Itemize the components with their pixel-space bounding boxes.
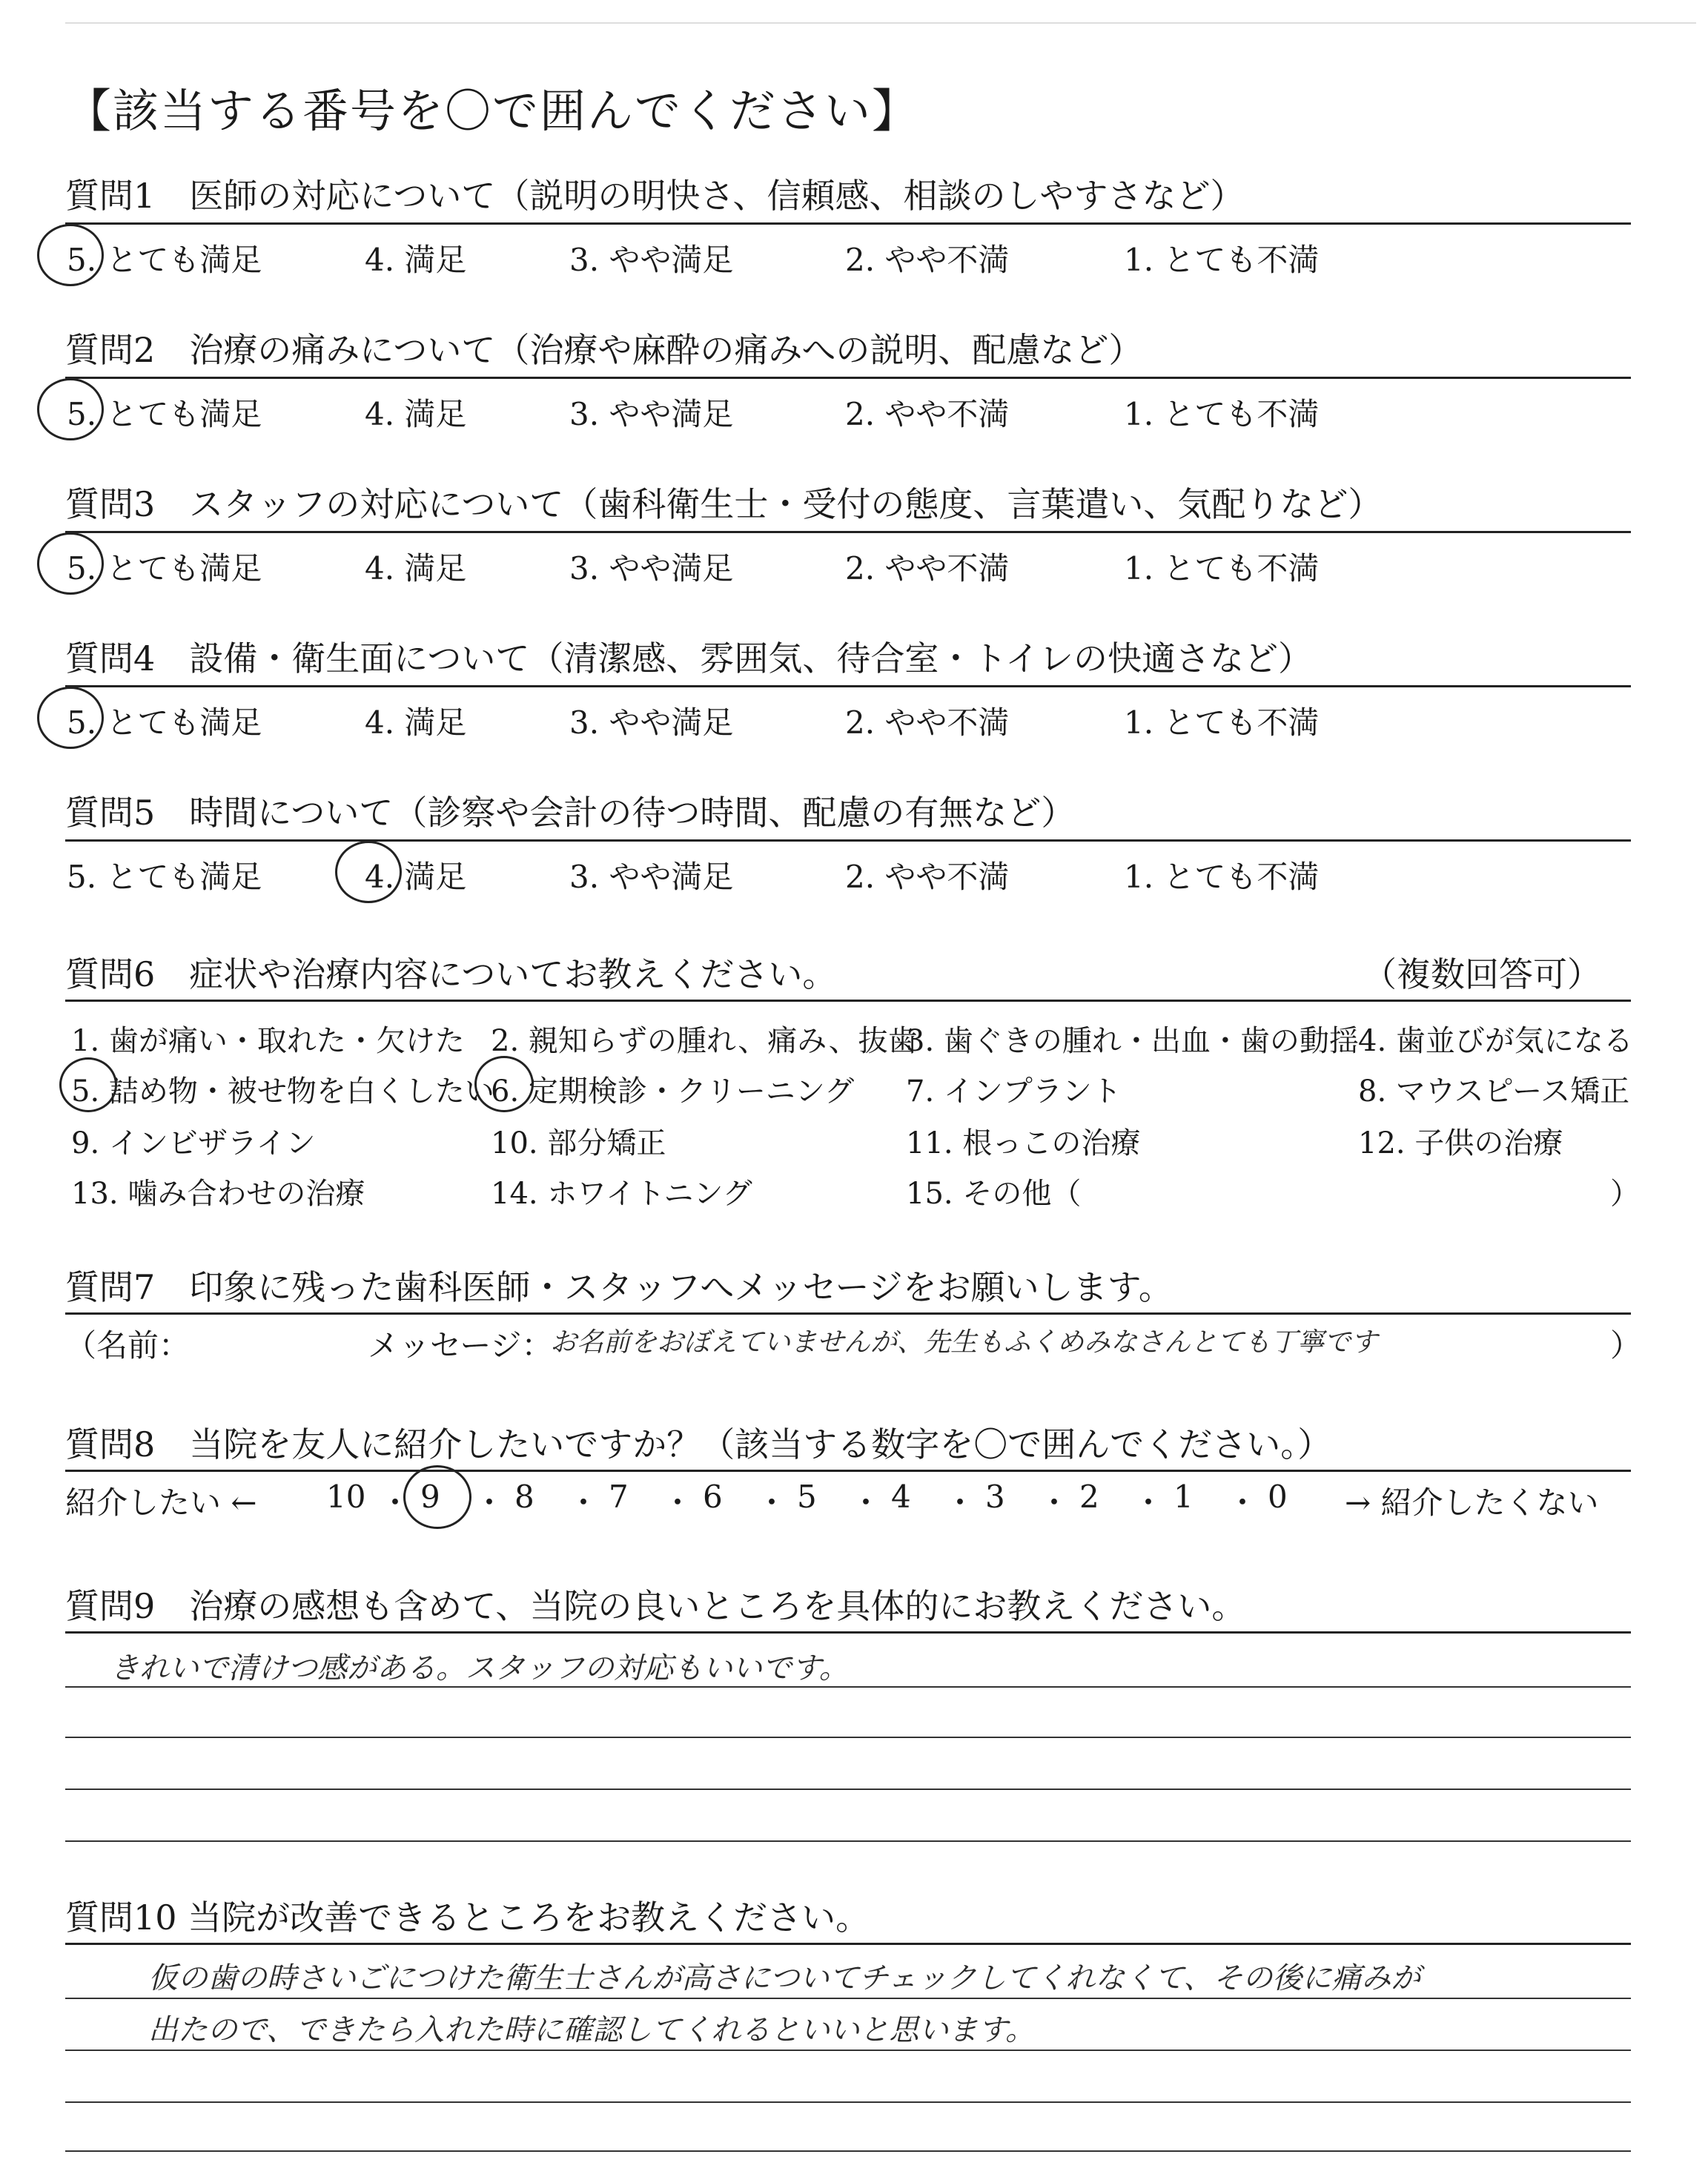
q7-close-paren: ）: [1610, 1327, 1642, 1364]
scan-edge-line: [65, 22, 1696, 24]
q10-writing-line: [65, 2150, 1631, 2152]
q5-option-5[interactable]: 5. とても満足: [67, 859, 262, 895]
q6-option-1[interactable]: 1. 歯が痛い・取れた・欠けた: [71, 1024, 465, 1058]
q6-selection-circle-6: [474, 1056, 534, 1112]
q6-option-12[interactable]: 12. 子供の治療: [1358, 1126, 1563, 1160]
q9-writing-line: [65, 1840, 1631, 1842]
q1-selection-circle: [37, 224, 104, 286]
q9-answer-line-1[interactable]: きれいで清けつ感がある。スタッフの対応もいいです。: [110, 1651, 849, 1685]
q7-rule: [65, 1312, 1631, 1315]
q3-option-3[interactable]: 3. やや満足: [569, 550, 734, 587]
q6-heading: 質問6 症状や治療内容についてお教えください。: [65, 954, 837, 994]
q3-selection-circle: [37, 532, 104, 595]
q8-scale-separator: ・: [380, 1484, 411, 1521]
q1-option-5[interactable]: 5. とても満足: [67, 242, 262, 278]
q6-note: （複数回答可）: [1363, 954, 1601, 994]
q4-heading: 質問4 設備・衛生面について（清潔感、雰囲気、待合室・トイレの快適さなど）: [65, 638, 1313, 678]
q8-scale-separator: ・: [756, 1484, 788, 1521]
q1-heading: 質問1 医師の対応について（説明の明快さ、信頼感、相談のしやすさなど）: [65, 176, 1245, 216]
q1-option-1[interactable]: 1. とても不満: [1124, 242, 1320, 278]
q4-option-5[interactable]: 5. とても満足: [67, 704, 262, 741]
q5-selection-circle: [335, 841, 402, 903]
q6-option-6[interactable]: 6. 定期検診・クリーニング: [491, 1074, 855, 1109]
q6-selection-circle-5: [59, 1057, 117, 1112]
q8-scale-3[interactable]: 3: [985, 1479, 1005, 1515]
q10-rule: [65, 1943, 1631, 1945]
q8-scale-10[interactable]: 10: [326, 1479, 366, 1515]
q8-scale-8[interactable]: 8: [514, 1479, 534, 1515]
q6-option-2[interactable]: 2. 親知らずの腫れ、痛み、抜歯: [491, 1024, 918, 1058]
q8-heading: 質問8 当院を友人に紹介したいですか？（該当する数字を〇で囲んでください。）: [65, 1424, 1332, 1464]
page-title: 【該当する番号を〇で囲んでください】: [65, 84, 920, 138]
q3-option-1[interactable]: 1. とても不満: [1124, 550, 1320, 587]
q3-option-5[interactable]: 5. とても満足: [67, 550, 262, 587]
q8-scale-separator: ・: [1039, 1484, 1070, 1521]
q8-scale-6[interactable]: 6: [703, 1479, 723, 1515]
q8-left-label: 紹介したい ←: [65, 1484, 257, 1521]
q10-writing-line: [65, 2101, 1631, 2103]
q4-option-3[interactable]: 3. やや満足: [569, 704, 734, 741]
q8-right-label: → 紹介したくない: [1345, 1484, 1599, 1521]
q4-option-4[interactable]: 4. 満足: [365, 704, 467, 741]
q8-scale-4[interactable]: 4: [891, 1479, 911, 1515]
q10-writing-line: [65, 2050, 1631, 2051]
q2-selection-circle: [37, 378, 104, 440]
q7-heading: 質問7 印象に残った歯科医師・スタッフへメッセージをお願いします。: [65, 1267, 1173, 1307]
q5-heading: 質問5 時間について（診察や会計の待つ時間、配慮の有無など）: [65, 793, 1076, 833]
q9-heading: 質問9 治療の感想も含めて、当院の良いところを具体的にお教えください。: [65, 1586, 1246, 1626]
q6-option-8[interactable]: 8. マウスピース矯正: [1358, 1074, 1630, 1109]
q4-option-2[interactable]: 2. やや不満: [845, 704, 1010, 741]
q8-selection-circle: [403, 1465, 471, 1529]
q6-option-13[interactable]: 13. 噛み合わせの治療: [71, 1177, 365, 1211]
q8-rule: [65, 1470, 1631, 1472]
q6-other-close-paren: ）: [1610, 1177, 1640, 1211]
q6-option-4[interactable]: 4. 歯並びが気になる: [1358, 1024, 1633, 1058]
q6-option-11[interactable]: 11. 根っこの治療: [906, 1126, 1141, 1160]
q4-selection-circle: [37, 687, 104, 749]
q6-option-3[interactable]: 3. 歯ぐきの腫れ・出血・歯の動揺: [906, 1024, 1359, 1058]
q6-option-14[interactable]: 14. ホワイトニング: [491, 1177, 752, 1211]
q2-option-1[interactable]: 1. とても不満: [1124, 396, 1320, 432]
q6-option-9[interactable]: 9. インビザライン: [71, 1126, 316, 1160]
q6-option-7[interactable]: 7. インプラント: [906, 1074, 1122, 1109]
q8-scale-separator: ・: [474, 1484, 506, 1521]
q4-option-1[interactable]: 1. とても不満: [1124, 704, 1320, 741]
q1-option-4[interactable]: 4. 満足: [365, 242, 467, 278]
q8-scale-9[interactable]: 9: [420, 1479, 440, 1515]
q2-option-4[interactable]: 4. 満足: [365, 396, 467, 432]
q2-heading: 質問2 治療の痛みについて（治療や麻酔の痛みへの説明、配慮など）: [65, 330, 1143, 370]
q8-scale-0[interactable]: 0: [1268, 1479, 1288, 1515]
q7-name-label: （名前：: [65, 1327, 191, 1364]
q1-rule: [65, 222, 1631, 225]
q10-writing-line: [65, 1998, 1631, 1999]
q2-option-5[interactable]: 5. とても満足: [67, 396, 262, 432]
q5-option-1[interactable]: 1. とても不満: [1124, 859, 1320, 895]
q8-scale-separator: ・: [662, 1484, 694, 1521]
q8-scale-separator: ・: [850, 1484, 882, 1521]
q9-writing-line: [65, 1686, 1631, 1688]
q9-writing-line: [65, 1737, 1631, 1738]
q3-option-2[interactable]: 2. やや不満: [845, 550, 1010, 587]
q5-option-3[interactable]: 3. やや満足: [569, 859, 734, 895]
q10-answer-line-2[interactable]: 出たので、できたら入れた時に確認してくれるといいと思います。: [148, 2013, 1035, 2047]
q8-scale-separator: ・: [944, 1484, 976, 1521]
q10-heading: 質問10 当院が改善できるところをお教えください。: [65, 1898, 870, 1938]
q8-scale-1[interactable]: 1: [1174, 1479, 1194, 1515]
q3-heading: 質問3 スタッフの対応について（歯科衛生士・受付の態度、言葉遣い、気配りなど）: [65, 484, 1383, 524]
q4-rule: [65, 685, 1631, 687]
q8-scale-2[interactable]: 2: [1079, 1479, 1099, 1515]
q5-rule: [65, 839, 1631, 842]
q10-answer-line-1[interactable]: 仮の歯の時さいごにつけた衛生士さんが高さについてチェックしてくれなくて、その後に痛みが: [148, 1961, 1421, 1995]
q2-rule: [65, 377, 1631, 379]
q3-option-4[interactable]: 4. 満足: [365, 550, 467, 587]
q9-writing-line: [65, 1789, 1631, 1790]
q6-option-5[interactable]: 5. 詰め物・被せ物を白くしたい: [71, 1074, 494, 1109]
q6-rule: [65, 1000, 1631, 1002]
q5-option-2[interactable]: 2. やや不満: [845, 859, 1010, 895]
q6-option-15[interactable]: 15. その他（: [906, 1177, 1082, 1211]
q3-rule: [65, 531, 1631, 533]
q2-option-3[interactable]: 3. やや満足: [569, 396, 734, 432]
q8-scale-7[interactable]: 7: [609, 1479, 629, 1515]
q2-option-2[interactable]: 2. やや不満: [845, 396, 1010, 432]
q7-message-label: メッセージ：: [368, 1327, 553, 1364]
q1-option-3[interactable]: 3. やや満足: [569, 242, 734, 278]
q8-scale-5[interactable]: 5: [797, 1479, 817, 1515]
q9-rule: [65, 1631, 1631, 1634]
q1-option-2[interactable]: 2. やや不満: [845, 242, 1010, 278]
q6-option-10[interactable]: 10. 部分矯正: [491, 1126, 666, 1160]
q5-option-4[interactable]: 4. 満足: [365, 859, 467, 895]
q8-scale-separator: ・: [1227, 1484, 1259, 1521]
q8-scale-separator: ・: [1133, 1484, 1165, 1521]
q7-message-handwritten[interactable]: お名前をおぼえていませんが、先生もふくめみなさんとても丁寧です: [550, 1327, 1378, 1358]
q8-scale-separator: ・: [568, 1484, 600, 1521]
